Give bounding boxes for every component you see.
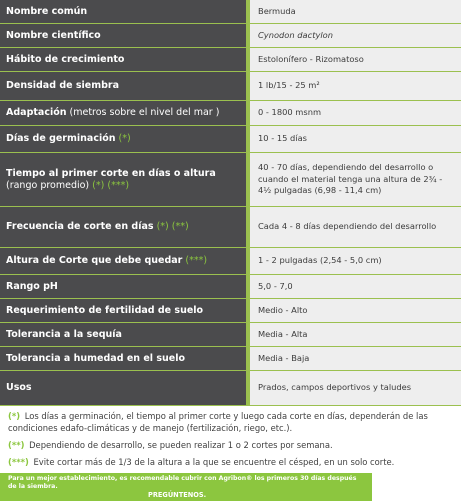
table-row	[0, 24, 461, 48]
row-value: Media - Alta	[250, 323, 461, 346]
footer-text: Para un mejor establecimiento, es recomendable cubrir con Agribon® los primeros 30 días después de la siembra.	[8, 475, 357, 490]
table-row	[0, 248, 461, 275]
table-row	[0, 126, 461, 153]
row-label: Adaptación (metros sobre el nivel del mar )	[0, 101, 250, 125]
table-row	[0, 0, 461, 24]
row-value: 1 - 2 pulgadas (2,54 - 5,0 cm)	[250, 248, 461, 274]
row-label: Usos	[0, 371, 250, 405]
row-label: Nombre científico	[0, 24, 250, 47]
table-row	[0, 153, 461, 207]
row-value: 0 - 1800 msnm	[250, 101, 461, 125]
row-value: Medio - Alto	[250, 299, 461, 322]
row-label: Tolerancia a la sequía	[0, 323, 250, 346]
table-row	[0, 347, 461, 371]
table-row	[0, 323, 461, 347]
row-value: Bermuda	[250, 0, 461, 23]
row-label: Frecuencia de corte en días (*) (**)	[0, 207, 250, 247]
row-label: Requerimiento de fertilidad de suelo	[0, 299, 250, 322]
table-row	[0, 48, 461, 72]
row-label: Nombre común	[0, 0, 250, 23]
footer-cta[interactable]: PREGÚNTENOS.	[148, 491, 207, 499]
row-label: Altura de Corte que debe quedar (***)	[0, 248, 250, 274]
row-value: 40 - 70 días, dependiendo del desarrollo o cuando el material tenga una altura de 2¾ - 4½ pulgadas (6,98 - 11,4 cm)	[250, 153, 461, 206]
footer-banner	[0, 473, 372, 501]
row-value: Cynodon dactylon	[250, 24, 461, 47]
table-row	[0, 72, 461, 101]
row-value: 5,0 - 7,0	[250, 275, 461, 298]
row-label: Rango pH	[0, 275, 250, 298]
row-value: Estolonífero - Rizomatoso	[250, 48, 461, 71]
row-label: Densidad de siembra	[0, 72, 250, 100]
row-label: Días de germinación (*)	[0, 126, 250, 152]
table-row	[0, 299, 461, 323]
row-label: Tolerancia a humedad en el suelo	[0, 347, 250, 370]
footnote: (*) Los días a germinación, el tiempo al primer corte y luego cada corte en días, dependerán de las condiciones edafo-climáticas y de manejo (fertilización, riego, etc.).	[8, 411, 428, 433]
row-value: Prados, campos deportivos y taludes	[250, 371, 461, 405]
table-row	[0, 101, 461, 126]
row-value: Media - Baja	[250, 347, 461, 370]
table-row	[0, 371, 461, 406]
footnote: (***) Evite cortar más de 1/3 de la altura a la que se encuentre el césped, en un solo corte.	[8, 457, 395, 467]
row-label: Tiempo al primer corte en días o altura (rango promedio) (*) (***)	[0, 153, 250, 206]
row-value: Cada 4 - 8 días dependiendo del desarrollo	[250, 207, 461, 247]
row-label: Hábito de crecimiento	[0, 48, 250, 71]
table-row	[0, 275, 461, 299]
footnotes	[0, 406, 461, 468]
row-value: 10 - 15 días	[250, 126, 461, 152]
table-row	[0, 207, 461, 248]
row-value: 1 lb/15 - 25 m²	[250, 72, 461, 100]
footnote: (**) Dependiendo de desarrollo, se pueden realizar 1 o 2 cortes por semana.	[8, 440, 333, 450]
